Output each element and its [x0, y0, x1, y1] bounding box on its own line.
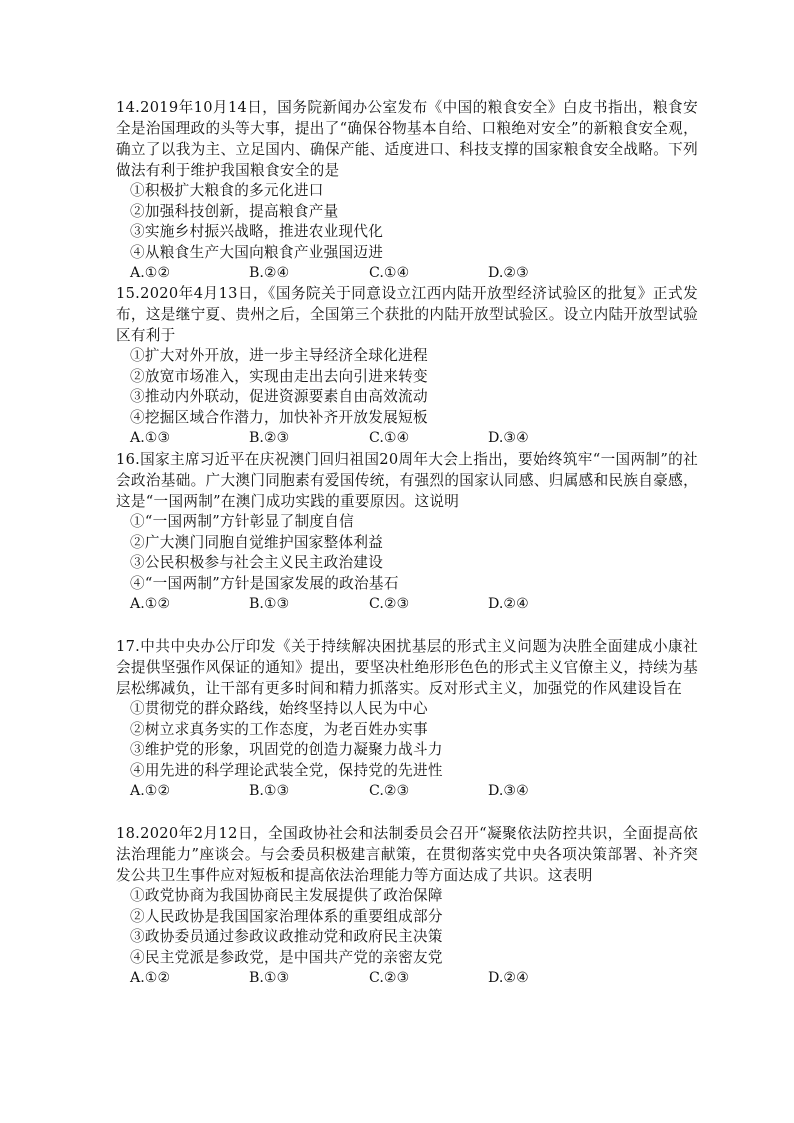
answer-choices: [116, 594, 698, 614]
statement-4: ④挖掘区域合作潜力，加快补齐开放发展短板: [130, 408, 428, 426]
statement-2: ②人民政协是我国国家治理体系的重要组成部分: [130, 907, 443, 925]
choice-b[interactable]: B.①③: [249, 783, 290, 799]
choice-c[interactable]: C.①④: [369, 430, 410, 446]
choice-d[interactable]: D.②④: [488, 970, 529, 986]
statement-4: ④“一国两制”方针是国家发展的政治基石: [130, 574, 399, 592]
answer-choices: [116, 781, 698, 801]
statement-2: ②加强科技创新，提高粮食产量: [130, 202, 339, 220]
statement-3: ③实施乡村振兴战略，推进农业现代化: [130, 223, 384, 240]
question-17: [116, 636, 698, 801]
choice-c[interactable]: C.②③: [369, 596, 410, 612]
choice-a[interactable]: A.①②: [130, 783, 171, 799]
choice-d[interactable]: D.③④: [488, 430, 529, 446]
question-15: [116, 283, 698, 448]
choice-c[interactable]: C.②③: [369, 783, 410, 799]
question-stem: 17.中共中央办公厅印发《关于持续解决困扰基层的形式主义问题为决胜全面建成小康社会提供坚强作风保证的通知》提出，要坚决杜绝形形色色的形式主义官僚主义，持续为基层松绑减负，让干部有更多时间和精力抓落实。反对形式主义，加强党的作风建设旨在: [116, 638, 698, 697]
choice-d[interactable]: D.③④: [488, 783, 529, 799]
question-16: [116, 449, 698, 614]
choice-d[interactable]: D.②③: [488, 265, 529, 281]
statement-4: ④民主党派是参政党，是中国共产党的亲密友党: [130, 948, 443, 966]
answer-choices: [116, 428, 698, 448]
choice-b[interactable]: B.②④: [249, 265, 290, 281]
answer-choices: [116, 968, 698, 988]
question-stem: 18.2020年2月12日，全国政协社会和法制委员会召开“凝聚依法防控共识，全面提高依法治理能力”座谈会。与会委员积极建言献策，在贯彻落实党中央各项决策部署、补齐突发公共卫生事件应对短板和提高依法治理能力等方面达成了共识。这表明: [116, 825, 698, 884]
statement-3: ③公民积极参与社会主义民主政治建设: [130, 554, 384, 571]
answer-choices: [116, 263, 698, 283]
statement-4: ④从粮食生产大国向粮食产业强国迈进: [130, 243, 384, 261]
question-18: [116, 823, 698, 988]
choice-b[interactable]: B.②③: [249, 430, 290, 446]
question-stem: 15.2020年4月13日，《国务院关于同意设立江西内陆开放型经济试验区的批复》正式发布，这是继宁夏、贵州之后，全国第三个获批的内陆开放型试验区。设立内陆开放型试验区有利于: [116, 285, 698, 344]
choice-b[interactable]: B.①③: [249, 970, 290, 986]
question-stem: 16.国家主席习近平在庆祝澳门回归祖国20周年大会上指出，要始终筑牢“一国两制”的社会政治基础。广大澳门同胞素有爱国传统，有强烈的国家认同感、归属感和民族自豪感，这是“一国两制”在澳门成功实践的重要原因。这说明: [116, 451, 698, 510]
question-14: [116, 97, 698, 283]
statement-1: ①扩大对外开放，进一步主导经济全球化进程: [130, 347, 428, 364]
statement-2: ②放宽市场准入，实现由走出去向引进来转变: [130, 367, 428, 385]
choice-a[interactable]: A.①③: [130, 430, 171, 446]
choice-c[interactable]: C.②③: [369, 970, 410, 986]
statement-1: ①贯彻党的群众路线，始终坚持以人民为中心: [130, 700, 428, 717]
statement-3: ③政协委员通过参政议政推动党和政府民主决策: [130, 928, 443, 945]
choice-a[interactable]: A.①②: [130, 970, 171, 986]
choice-d[interactable]: D.②④: [488, 596, 529, 612]
statement-2: ②树立求真务实的工作态度，为老百姓办实事: [130, 720, 428, 738]
statement-3: ③推动内外联动，促进资源要素自由高效流动: [130, 388, 428, 405]
statement-4: ④用先进的科学理论武装全党，保持党的先进性: [130, 761, 443, 779]
statement-1: ①积极扩大粮食的多元化进口: [130, 182, 324, 199]
choice-c[interactable]: C.①④: [369, 265, 410, 281]
choice-a[interactable]: A.①②: [130, 596, 171, 612]
choice-b[interactable]: B.①③: [249, 596, 290, 612]
statement-1: ①“一国两制”方针彰显了制度自信: [130, 513, 355, 530]
question-stem: 14.2019年10月14日，国务院新闻办公室发布《中国的粮食安全》白皮书指出，粮食安全是治国理政的头等大事，提出了“确保谷物基本自给、口粮绝对安全”的新粮食安全观，确立了以我为主、立足国内、确保产能、适度进口、科技支撑的国家粮食安全战略。下列做法有利于维护我国粮食安全的是: [116, 99, 698, 179]
statement-2: ②广大澳门同胞自觉维护国家整体利益: [130, 533, 384, 551]
statement-1: ①政党协商为我国协商民主发展提供了政治保障: [130, 887, 443, 904]
statement-3: ③维护党的形象，巩固党的创造力凝聚力战斗力: [130, 741, 443, 758]
choice-a[interactable]: A.①②: [130, 265, 171, 281]
